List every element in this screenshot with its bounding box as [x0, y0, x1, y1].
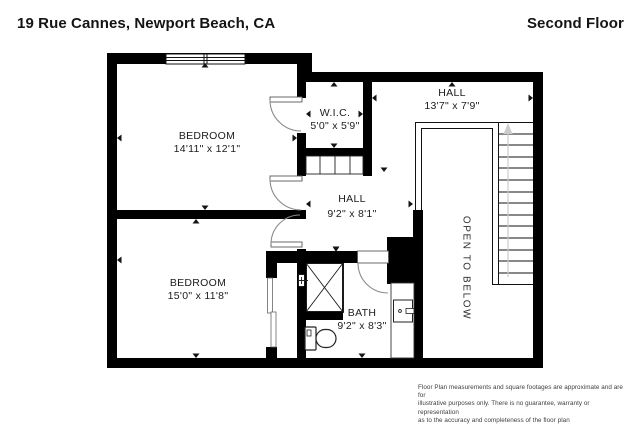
disclaimer-line-3: as to the accuracy and completeness of the floor plan: [418, 416, 570, 424]
door-wic: [270, 97, 302, 131]
closet-sliding-doors: [268, 278, 277, 347]
faucet-icon: [406, 309, 414, 314]
disclaimer: [418, 384, 630, 425]
room-label-bedroom-upper: BEDROOM: [178, 130, 236, 142]
room-dims-bedroom-lower: 15'0" x 11'8": [167, 290, 229, 302]
page-title-floor: Second Floor: [526, 15, 624, 32]
room-label-hall-upper: HALL: [438, 87, 466, 99]
open-to-below-label: OPEN TO BELOW: [460, 215, 472, 321]
toilet: [305, 327, 336, 350]
room-dims-bedroom-upper: 14'11" x 12'1": [173, 143, 241, 155]
shower: [299, 263, 344, 312]
room-label-wic: W.I.C.: [319, 107, 351, 119]
stair-direction-arrow: [504, 123, 513, 277]
door-bedroom-upper: [270, 176, 302, 210]
room-dims-wic: 5'0" x 5'9": [310, 120, 360, 132]
room-dims-hall-upper: 13'7" x 7'9": [424, 100, 480, 112]
room-label-hall-lower: HALL: [338, 193, 366, 205]
door-bedroom-lower: [271, 215, 302, 247]
page-title-address: 19 Rue Cannes, Newport Beach, CA: [17, 15, 276, 32]
window: [166, 54, 245, 64]
door-bath: [358, 251, 389, 293]
room-dims-bath: 9'2" x 8'3": [337, 320, 387, 332]
room-label-bedroom-lower: BEDROOM: [169, 277, 227, 289]
staircase: [498, 123, 533, 278]
linen-closet-shelves: [306, 156, 363, 174]
disclaimer-line-2: illustrative purposes only. There is no guarantee, warranty or representation: [418, 400, 590, 416]
sink-vanity: [391, 283, 414, 358]
room-label-bath: BATH: [347, 307, 377, 319]
disclaimer-line-1: Floor Plan measurements and square footages are approximate and are for: [418, 384, 623, 400]
room-dims-hall-lower: 9'2" x 8'1": [327, 208, 377, 220]
